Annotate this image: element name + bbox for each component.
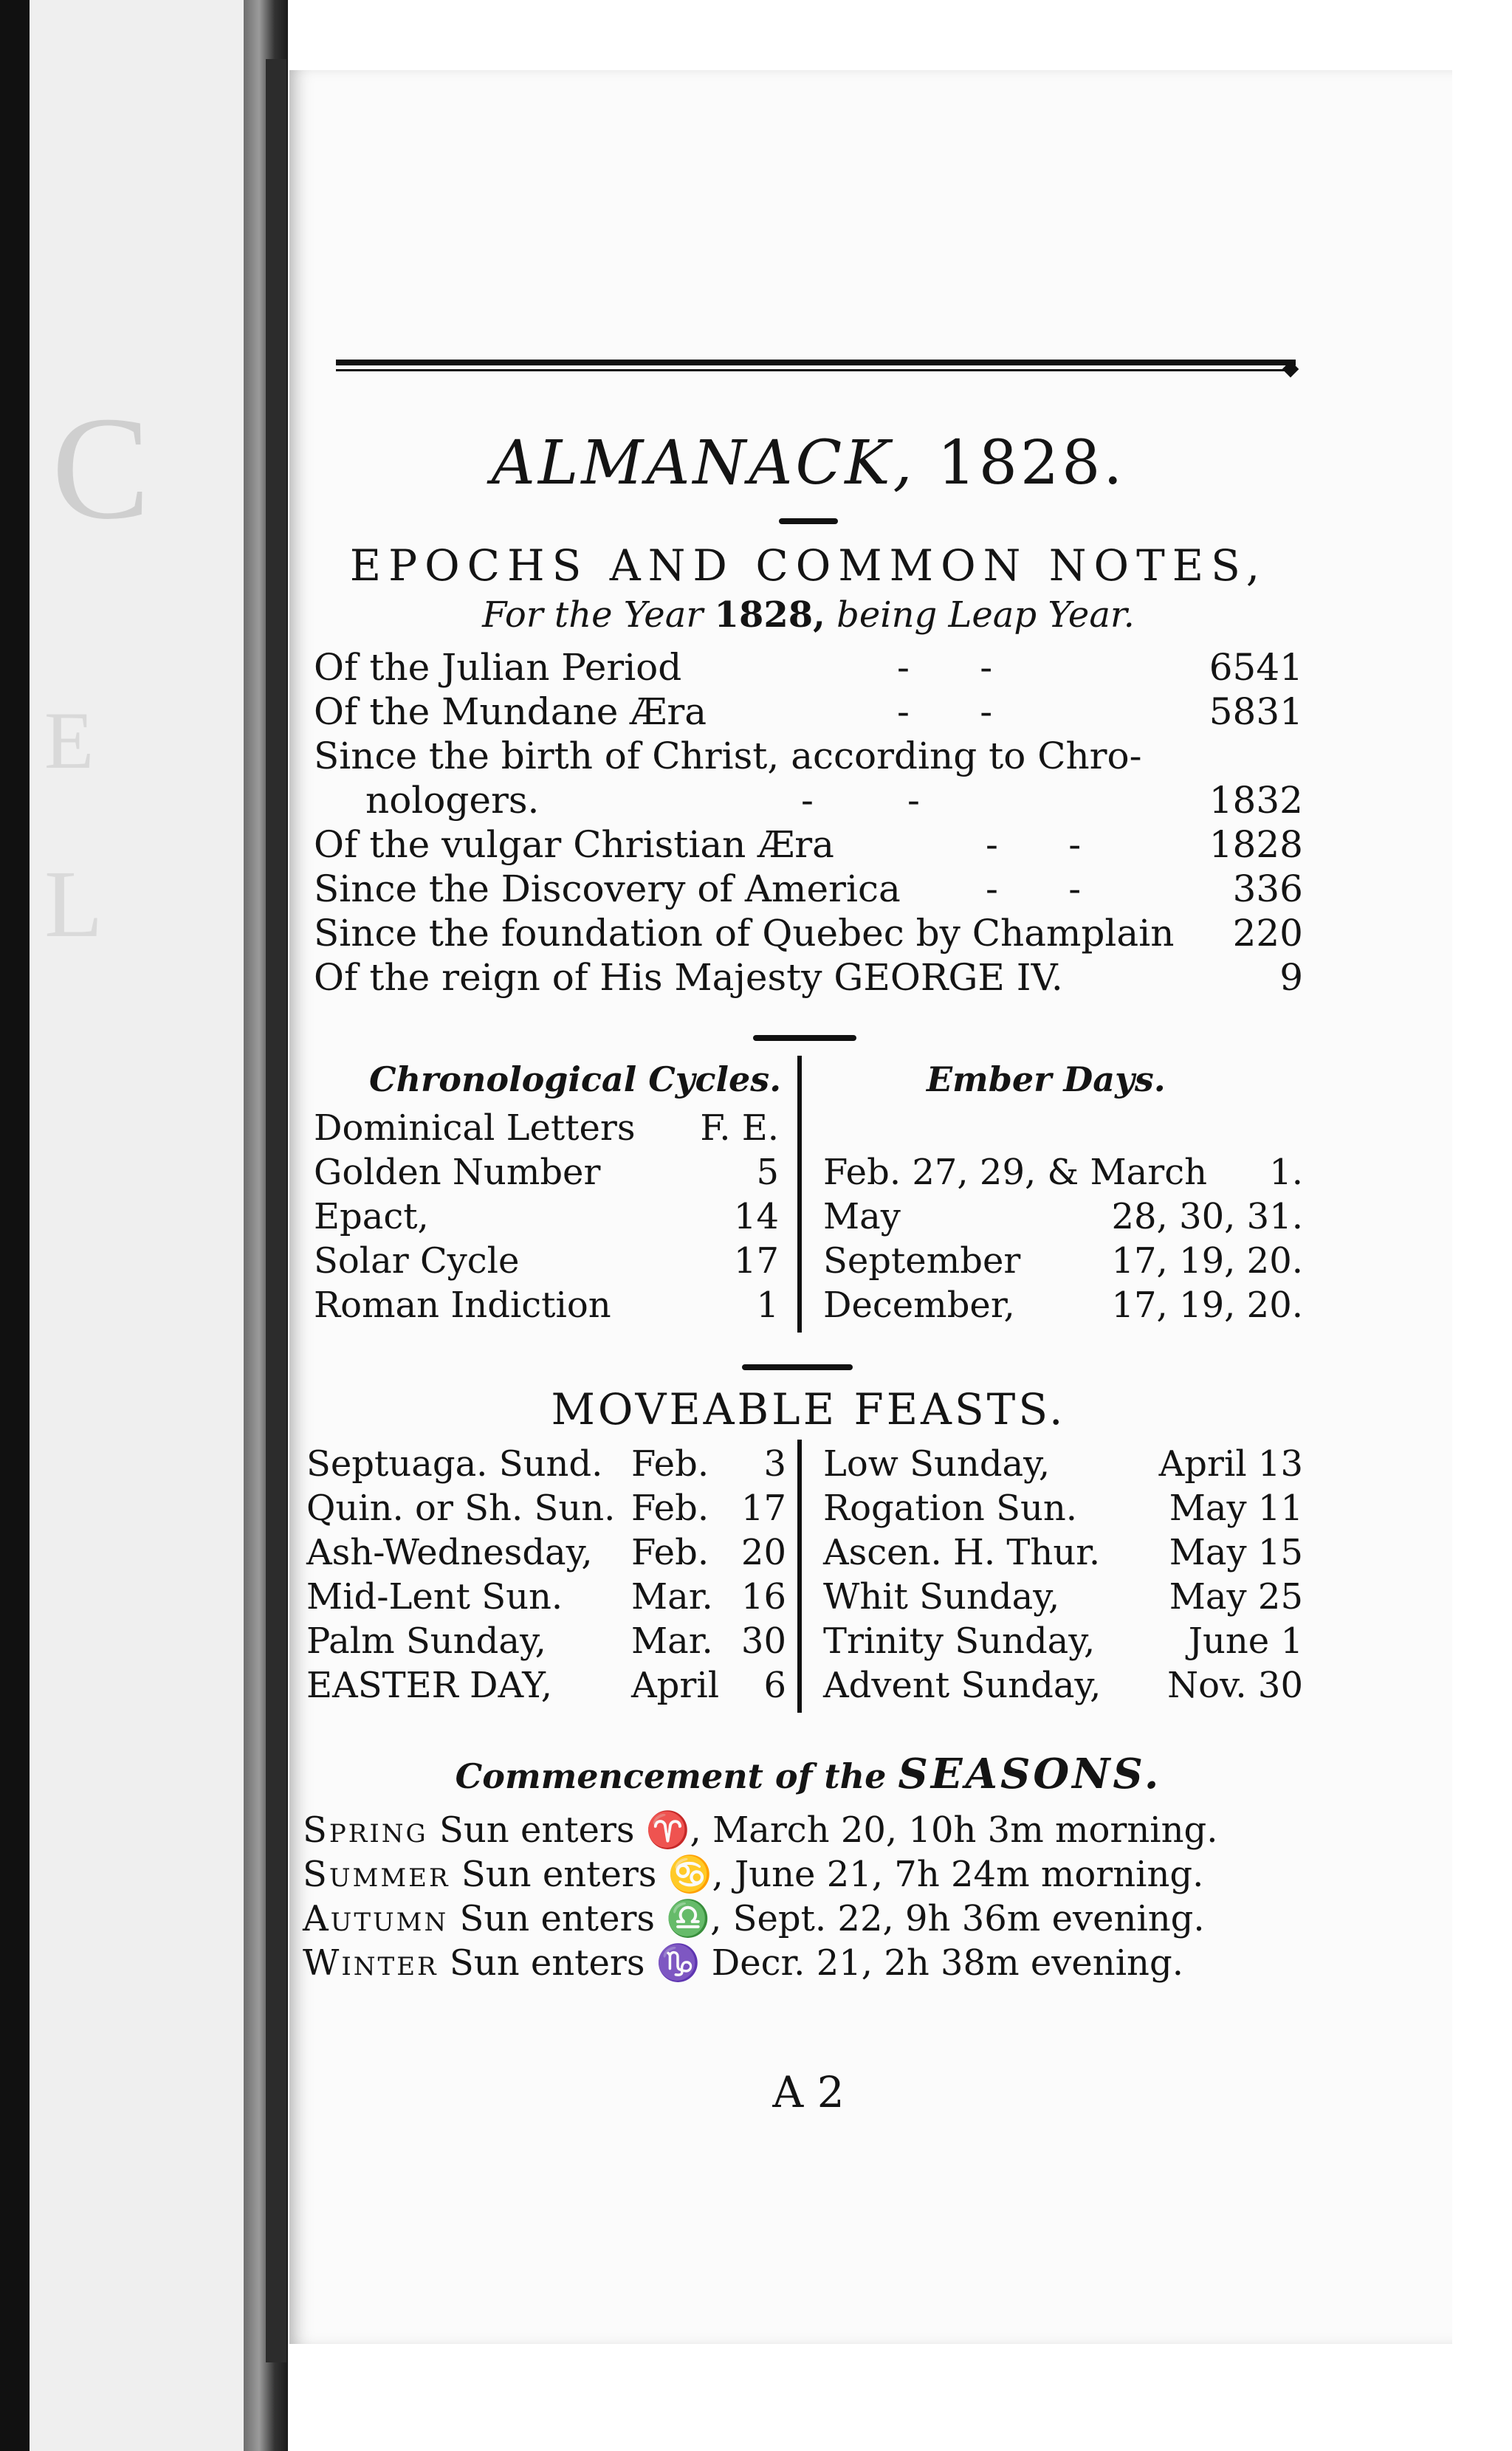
short-rule xyxy=(779,518,838,524)
season-row xyxy=(303,1942,1307,1984)
epoch-value: 6541 xyxy=(1209,646,1303,689)
cycle-label: Dominical Letters xyxy=(314,1107,636,1149)
feast-label: Mid-Lent Sun. xyxy=(306,1576,563,1618)
feast-label: Whit Sunday, xyxy=(823,1576,1060,1618)
subheading-pre: For the Year xyxy=(482,594,704,636)
scan-border xyxy=(0,0,30,2451)
feast-month: Mar. xyxy=(631,1576,713,1618)
epoch-row xyxy=(314,823,1303,869)
season-text: Sun enters ♋, June 21, 7h 24m morning. xyxy=(461,1854,1204,1895)
feast-date: Nov. 30 xyxy=(1167,1665,1303,1706)
epoch-label: Of the Mundane Æra xyxy=(314,690,707,733)
signature-mark: A 2 xyxy=(772,2067,845,2117)
cycle-label: Epact, xyxy=(314,1196,429,1237)
cycle-value: F. E. xyxy=(700,1107,779,1149)
epoch-row xyxy=(314,867,1303,913)
epochs-subheading xyxy=(314,594,1303,636)
epoch-label: Of the Julian Period xyxy=(314,646,682,689)
ember-label: Feb. 27, 29, & March xyxy=(823,1152,1208,1193)
ember-value: 17, 19, 20. xyxy=(1111,1285,1303,1326)
season-name: Summer xyxy=(303,1854,450,1895)
cycle-value: 17 xyxy=(733,1240,779,1282)
epoch-row xyxy=(314,690,1303,736)
cycle-label: Roman Indiction xyxy=(314,1285,611,1326)
leader-dashes: - - xyxy=(897,646,993,689)
season-name: Winter xyxy=(303,1942,439,1984)
epoch-row xyxy=(314,735,1303,780)
column-divider xyxy=(797,1056,802,1333)
cycle-value: 5 xyxy=(756,1152,779,1193)
left-page-bleed-glyph: E xyxy=(44,695,94,786)
feast-day: 30 xyxy=(740,1620,786,1662)
leader-dashes: - - xyxy=(897,690,993,733)
epoch-label: Of the reign of His Majesty GEORGE IV. xyxy=(314,956,1063,999)
short-rule xyxy=(753,1035,856,1041)
column-divider xyxy=(797,1440,802,1713)
feast-label: Ash-Wednesday, xyxy=(306,1532,593,1573)
epoch-label: Of the vulgar Christian Æra xyxy=(314,823,834,866)
epoch-row xyxy=(314,912,1303,958)
epoch-label: nologers. xyxy=(365,779,540,822)
feast-label: Septuaga. Sund. xyxy=(306,1443,603,1485)
season-name: Autumn xyxy=(303,1898,449,1939)
epoch-label: Since the Discovery of America xyxy=(314,867,901,910)
feast-date: May 11 xyxy=(1169,1488,1303,1529)
feast-label: Low Sunday, xyxy=(823,1443,1051,1485)
feast-date: May 15 xyxy=(1169,1532,1303,1573)
ember-label: September xyxy=(823,1240,1021,1282)
ember-label: December, xyxy=(823,1285,1015,1326)
title-year: 1828. xyxy=(937,428,1126,498)
feast-date: April 13 xyxy=(1158,1443,1303,1485)
cycle-value: 14 xyxy=(733,1196,779,1237)
cycle-label: Solar Cycle xyxy=(314,1240,520,1282)
season-text: Sun enters ♎, Sept. 22, 9h 36m evening. xyxy=(459,1898,1205,1939)
feast-label: Quin. or Sh. Sun. xyxy=(306,1488,616,1529)
feast-month: April xyxy=(631,1665,720,1706)
page-title xyxy=(314,428,1303,498)
feasts-heading: MOVEABLE FEASTS. xyxy=(551,1384,1066,1434)
feast-date: June 1 xyxy=(1188,1620,1303,1662)
cycles-heading: Chronological Cycles. xyxy=(369,1059,782,1099)
feast-day: 20 xyxy=(740,1532,786,1573)
feast-label: Trinity Sunday, xyxy=(823,1620,1096,1662)
left-page-bleed-glyph: C xyxy=(52,387,151,550)
feast-month: Mar. xyxy=(631,1620,713,1662)
epoch-label: Since the foundation of Quebec by Champlain xyxy=(314,912,1175,955)
ember-label: May xyxy=(823,1196,901,1237)
seasons-heading xyxy=(314,1750,1303,1798)
title-word: ALMANACK, xyxy=(491,428,915,498)
feast-day: 6 xyxy=(763,1665,786,1706)
epoch-value: 220 xyxy=(1232,912,1303,955)
subheading-year: 1828, xyxy=(714,594,825,636)
feast-label: Rogation Sun. xyxy=(823,1488,1078,1529)
season-row xyxy=(303,1853,1307,1895)
left-page-edge xyxy=(0,0,244,2451)
leader-dashes: - - xyxy=(986,867,1082,910)
leader-dashes: - - xyxy=(986,823,1082,866)
feast-month: Feb. xyxy=(631,1532,709,1573)
feast-month: Feb. xyxy=(631,1488,709,1529)
feast-day: 16 xyxy=(740,1576,786,1618)
epoch-value: 5831 xyxy=(1209,690,1303,733)
ember-value: 17, 19, 20. xyxy=(1111,1240,1303,1282)
epoch-value: 1828 xyxy=(1209,823,1303,866)
feast-month: Feb. xyxy=(631,1443,709,1485)
season-text: Sun enters ♑ Decr. 21, 2h 38m evening. xyxy=(449,1942,1183,1984)
feast-label: EASTER DAY, xyxy=(306,1665,552,1706)
feast-label: Palm Sunday, xyxy=(306,1620,546,1662)
ember-heading: Ember Days. xyxy=(927,1059,1166,1099)
binding-gutter xyxy=(266,59,286,2362)
seasons-heading-pre: Commencement of the xyxy=(455,1756,887,1796)
feast-label: Advent Sunday, xyxy=(823,1665,1102,1706)
leader-dashes: - - xyxy=(801,779,920,822)
epochs-heading: EPOCHS AND COMMON NOTES, xyxy=(349,540,1268,591)
epoch-row xyxy=(314,779,1303,825)
feast-day: 3 xyxy=(763,1443,786,1485)
ember-value: 1. xyxy=(1269,1152,1303,1193)
ember-value: 28, 30, 31. xyxy=(1111,1196,1303,1237)
season-row xyxy=(303,1897,1307,1939)
double-rule xyxy=(336,360,1296,371)
epoch-value: 1832 xyxy=(1209,779,1303,822)
cycle-label: Golden Number xyxy=(314,1152,601,1193)
cycle-value: 1 xyxy=(756,1285,779,1326)
season-row xyxy=(303,1809,1307,1851)
left-page-bleed-glyph: L xyxy=(44,851,103,958)
epoch-value: 9 xyxy=(1279,956,1303,999)
season-name: Spring xyxy=(303,1809,428,1851)
epoch-row xyxy=(314,956,1303,1002)
season-text: Sun enters ♈, March 20, 10h 3m morning. xyxy=(439,1809,1218,1851)
feast-date: May 25 xyxy=(1169,1576,1303,1618)
seasons-heading-post: SEASONS. xyxy=(898,1750,1162,1798)
epoch-label: Since the birth of Christ, according to Chro- xyxy=(314,735,1142,777)
epoch-value: 336 xyxy=(1232,867,1303,910)
feast-day: 17 xyxy=(740,1488,786,1529)
short-rule xyxy=(742,1364,853,1370)
feast-label: Ascen. H. Thur. xyxy=(823,1532,1101,1573)
subheading-post: being Leap Year. xyxy=(836,594,1135,636)
epoch-row xyxy=(314,646,1303,692)
